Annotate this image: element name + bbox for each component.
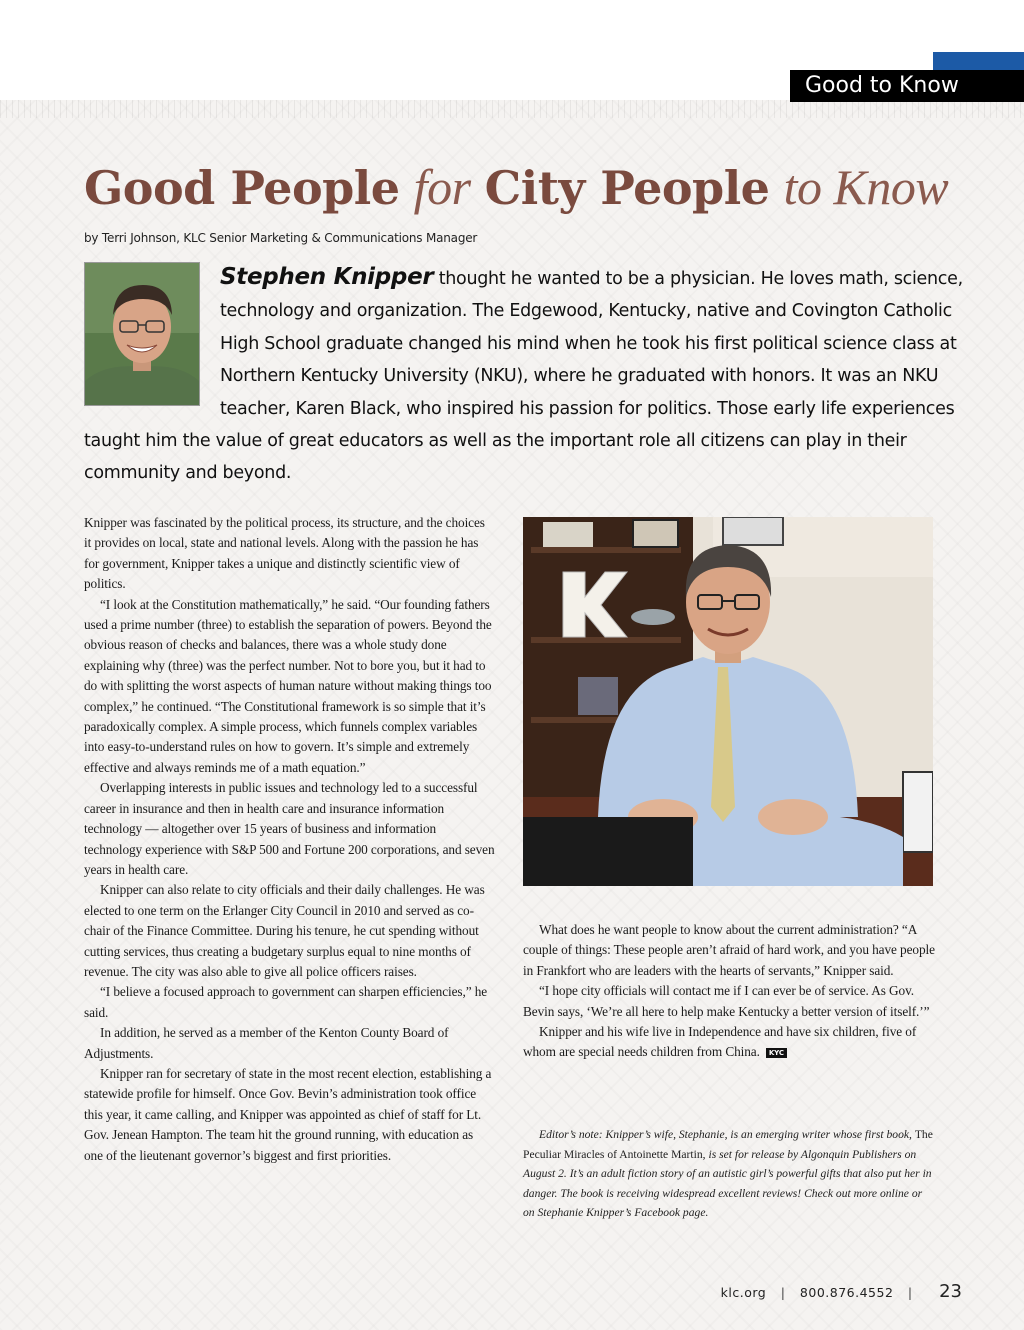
title-part-2: for bbox=[413, 159, 471, 215]
footer-phone: 800.876.4552 bbox=[799, 1285, 894, 1300]
office-photo bbox=[523, 517, 933, 886]
body-paragraph: Knipper ran for secretary of state in the most recent election, establishing a statewide profile for himself. Once Gov. Bevin’s administration took office this year, it came calling, and Knipper was appointed as chief of staff for Lt. Gov. Jenean Hampton. The team hit the ground running, with education as one of the lieutenant governor’s biggest and first priorities. bbox=[84, 1065, 492, 1163]
decorative-band bbox=[0, 100, 1024, 118]
body-paragraph: Overlapping interests in public issues and technology led to a successful career in insurance and then in health care and insurance information technology — altogether over 15 years of business and information technology experience with S&P 500 and Fortune 200 corporations, and seven years in health care. bbox=[84, 780, 495, 877]
body-text: Knipper and his wife live in Independence and have six children, five of whom are special needs children from China. bbox=[523, 1024, 917, 1060]
title-part-3: City People bbox=[484, 161, 770, 215]
body-paragraph: Knipper was fascinated by the political process, its structure, and the choices it provides on local, state and national levels. Along with the passion he has for government, Knipper takes a unique and distinctly scientific view of politics. bbox=[84, 515, 485, 592]
editor-note bbox=[523, 1125, 935, 1223]
title-part-1: Good People bbox=[84, 161, 400, 215]
body-paragraph: “I believe a focused approach to government can sharpen efficiencies,” he said. bbox=[84, 984, 488, 1020]
intro-paragraph bbox=[84, 261, 964, 490]
body-paragraph: “I look at the Constitution mathematically,” he said. “Our founding fathers used a prime number (three) to establish the separation of powers. Beyond the obvious reason of checks and balances, there was a whole study done explaining why (three) was the perfect number. Not to bore you, but it had to do with splitting the worst aspects of human nature without making things too complex,” he continued. “The Constitutional framework is so simple that it’s paradoxically complex. A simple process, which funnels complex variables into easy-to-understand rules on how to govern. It’s simple and extremely effective and always reminds me of a math equation.” bbox=[84, 596, 492, 775]
book-title: The Peculiar Miracles of Antoinette Martin, bbox=[523, 1128, 933, 1161]
article-title bbox=[84, 155, 984, 220]
subject-name: Stephen Knipper bbox=[220, 264, 434, 290]
body-paragraph: “I hope city officials will contact me if I can ever be of service. As Gov. Bevin says, ‘We’re all here to help make Kentucky a better version of itself.’” bbox=[523, 983, 930, 1019]
footer-divider: | bbox=[780, 1285, 786, 1300]
body-paragraph: What does he want people to know about the current administration? “A couple of things: These people aren’t afraid of hard work, and you have people in Frankfort who are leaders with the hearts of servants,” Knipper said. bbox=[523, 922, 935, 978]
right-column bbox=[523, 920, 935, 1063]
byline: by Terri Johnson, KLC Senior Marketing & Communications Manager bbox=[84, 231, 478, 245]
editor-note-suffix: is set for release by Algonquin Publishers on August 2. It’s an adult fiction story of an autistic girl’s powerful gifts that also put her in danger. The book is receiving widespread excellent reviews! Check out more online or on Stephanie Knipper’s Facebook page. bbox=[523, 1147, 932, 1219]
section-tag: Good to Know bbox=[790, 70, 1024, 102]
body-paragraph-last bbox=[523, 1022, 935, 1063]
left-column bbox=[84, 513, 495, 1166]
page-footer bbox=[721, 1281, 962, 1302]
footer-divider: | bbox=[907, 1285, 913, 1300]
accent-tab bbox=[933, 52, 1024, 70]
page-number: 23 bbox=[939, 1281, 962, 1302]
title-part-4: to Know bbox=[783, 159, 949, 215]
body-paragraph: In addition, he served as a member of the Kenton County Board of Adjustments. bbox=[84, 1025, 449, 1061]
footer-site-link[interactable]: klc.org bbox=[720, 1285, 767, 1300]
editor-note-prefix: Editor’s note: Knipper’s wife, Stephanie, is an emerging writer whose first book, bbox=[539, 1128, 912, 1141]
body-paragraph: Knipper can also relate to city officials and their daily challenges. He was elected to one term on the Erlanger City Council in 2010 and served as co-chair of the Finance Committee. During his tenure, he cut spending without cutting services, thus creating a budgetary surplus equal to nine months of revenue. The city was also able to give all police officers raises. bbox=[84, 882, 485, 979]
intro-text: thought he wanted to be a physician. He loves math, science, technology and organization. The Edgewood, Kentucky, native and Covington Catholic High School graduate changed his mind when he took his first political science class at Northern Kentucky University (NKU), where he graduated with honors. It was an NKU teacher, Karen Black, who inspired his passion for politics. Those early life experiences taught him the value of great educators as well as the important role all citizens can play in their community and beyond. bbox=[84, 269, 963, 484]
end-mark-icon: KYC bbox=[766, 1048, 787, 1058]
photo-wrap-spacer bbox=[84, 261, 220, 411]
